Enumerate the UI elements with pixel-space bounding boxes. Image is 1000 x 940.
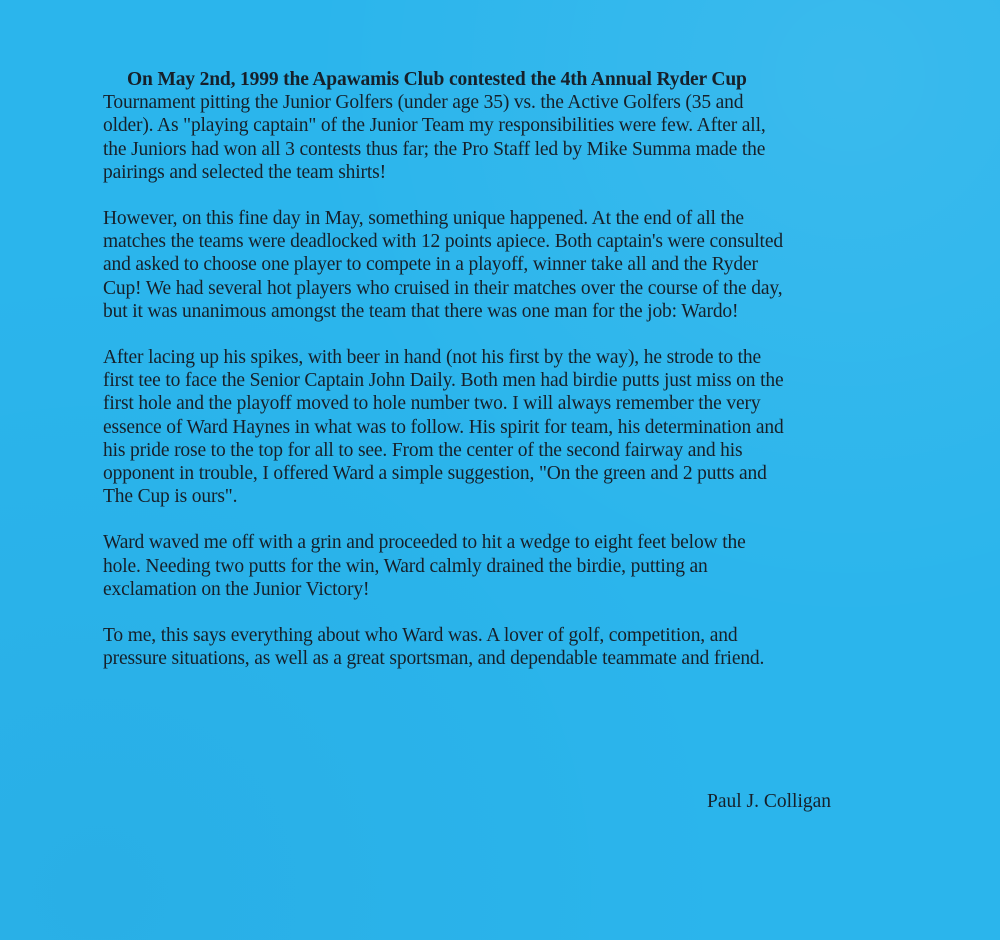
signature: Paul J. Colligan [707,791,832,812]
paragraph-4: Ward waved me off with a grin and proceeded to hit a wedge to eight feet below the hole. Needing two putts for the win, Ward calmly drained the birdie, putting an exclamation on the Junior Victory! [103,532,746,600]
letter-body [103,68,903,670]
paragraph-3: After lacing up his spikes, with beer in hand (not his first by the way), he strode to the first tee to face the Senior Captain John Daily. Both men had birdie putts just miss on the first hole and the playoff moved to hole number two. I will always remember the very essence of Ward Haynes in what was to follow. His spirit for team, his determination and his pride rose to the top for all to see. From the center of the second fairway and his opponent in trouble, I offered Ward a simple suggestion, "On the green and 2 putts and The Cup is ours". [103,347,784,508]
paragraph-2: However, on this fine day in May, something unique happened. At the end of all the matches the teams were deadlocked with 12 points apiece. Both captain's were consulted and asked to choose one player to compete in a playoff, winner take all and the Ryder Cup! We had several hot players who cruised in their matches over the course of the day, but it was unanimous amongst the team that there was one man for the job: Wardo! [103,208,783,322]
paragraph-1-body: Tournament pitting the Junior Golfers (under age 35) vs. the Active Golfers (35 and older). As "playing captain" of the Junior Team my responsibilities were few. After all, the Juniors had won all 3 contests thus far; the Pro Staff led by Mike Summa made the pairings and selected the team shirts! [103,92,766,183]
paragraph-1-lead: On May 2nd, 1999 the Apawamis Club contested the 4th Annual Ryder Cup [127,69,747,90]
paragraph-1 [103,68,903,184]
paragraph-5: To me, this says everything about who Ward was. A lover of golf, competition, and pressure situations, as well as a great sportsman, and dependable teammate and friend. [103,625,765,670]
